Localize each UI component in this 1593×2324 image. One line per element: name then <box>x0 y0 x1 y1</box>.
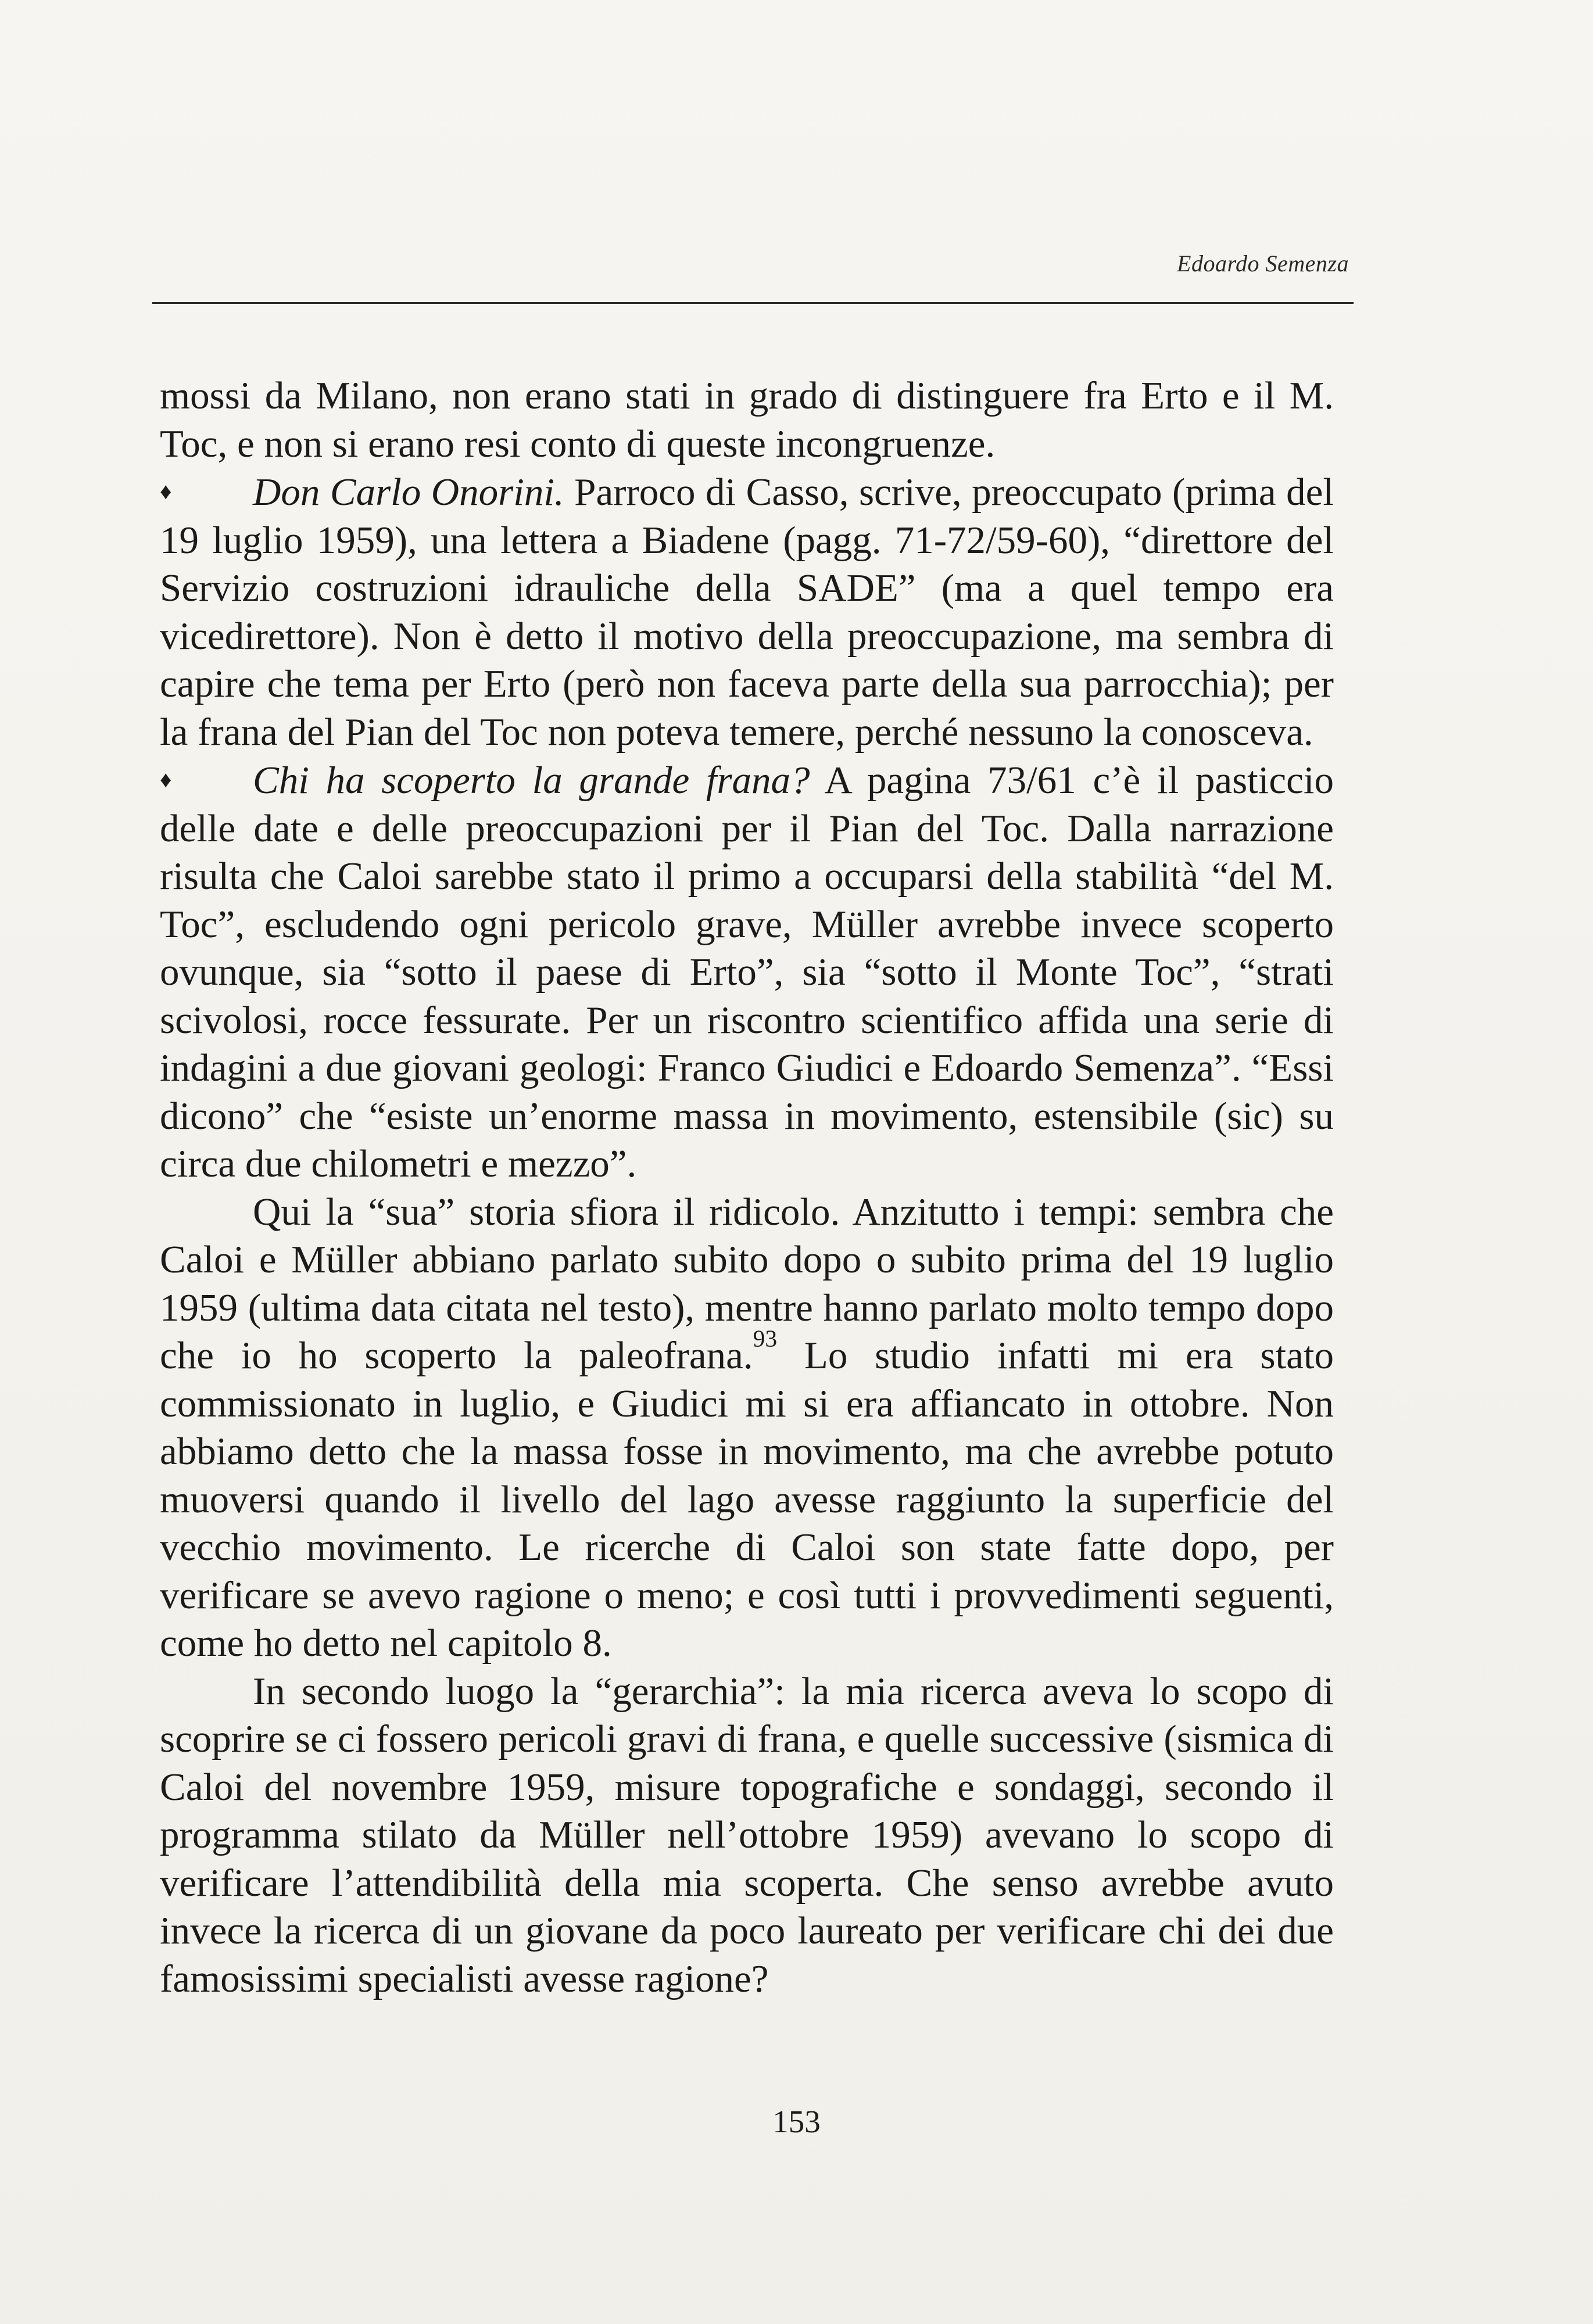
page-number: 153 <box>772 2104 821 2139</box>
paragraph-1: mossi da Milano, non erano stati in grado di distinguere fra Erto e il M. Toc, e non si erano resi conto di queste incongruenze. <box>160 374 1334 465</box>
paragraph-4 <box>160 1188 1334 1667</box>
paragraph-4-after: Lo studio infatti mi era stato commissionato in luglio, e Giudici mi si era affiancato in ottobre. Non abbiamo detto che la massa fosse in movimento, ma che avrebbe potuto muoversi quando il livello del lago avesse raggiunto la superficie del vecchio movimento. Le ricerche di Caloi son state fatte dopo, per verificare se avevo ragione o meno; e così tutti i provvedimenti seguenti, come ho detto nel capitolo 8. <box>160 1334 1334 1665</box>
running-head-author: Edoardo Semenza <box>1177 250 1349 277</box>
paragraph-onorini-title: Don Carlo Onorini. <box>253 471 564 514</box>
paragraph-frana-text: A pagina 73/61 c’è il pasticcio delle date e delle preoccupazioni per il Pian del Toc. Dalla narrazione risulta che Caloi sarebbe stato il primo a occuparsi della stabilità “del M. Toc”, escludendo ogni pericolo grave, Müller avrebbe invece scoperto ovunque, sia “sotto il paese di Erto”, sia “sotto il Monte Toc”, “strati scivolosi, rocce fessurate. Per un riscontro scientifico affida una serie di indagini a due giovani geologi: Franco Giudici e Edoardo Semenza”. “Essi dicono” che “esiste un’enorme massa in movimento, estensibile (sic) su circa due chilometri e mezzo”. <box>160 759 1334 1185</box>
diamond-bullet-icon: ♦ <box>160 478 172 504</box>
paragraph-5: In secondo luogo la “gerarchia”: la mia ricerca aveva lo scopo di scoprire se ci fossero pericoli gravi di frana, e quelle successive (sismica di Caloi del novembre 1959, misure topografiche e sondaggi, secondo il programma stilato da Müller nell’ottobre 1959) avevano lo scopo di verificare l’attendibilità della mia scoperta. Che senso avrebbe avuto invece la ricerca di un giovane da poco laureato per verificare chi dei due famosissimi specialisti avesse ragione? <box>160 1669 1334 2000</box>
paragraph-onorini <box>160 468 1334 756</box>
paragraph-frana <box>160 756 1334 1188</box>
paragraph-frana-title: Chi ha scoperto la grande frana? <box>253 759 810 802</box>
diamond-bullet-icon: ♦ <box>160 766 172 792</box>
paragraph-4-before: Qui la “sua” storia sfiora il ridicolo. Anzitutto i tempi: sembra che Caloi e Müller abbiano parlato subito dopo o subito prima del 19 luglio 1959 (ultima data citata nel testo), mentre hanno parlato molto tempo dopo che io ho scoperto la paleofrana. <box>160 1190 1334 1377</box>
footnote-ref-93[interactable]: 93 <box>753 1325 778 1352</box>
paragraph-onorini-text: Parroco di Casso, scrive, preoccupato (prima del 19 luglio 1959), una lettera a Biadene (pagg. 71-72/59-60), “direttore del Servizio costruzioni idrauliche della SADE” (ma a quel tempo era vicedirettore). Non è detto il motivo della preoccupazione, ma sembra di capire che tema per Erto (però non faceva parte della sua parrocchia); per la frana del Pian del Toc non poteva temere, perché nessuno la conosceva. <box>160 471 1334 754</box>
header-rule <box>152 302 1354 304</box>
body-text <box>160 372 1334 2003</box>
